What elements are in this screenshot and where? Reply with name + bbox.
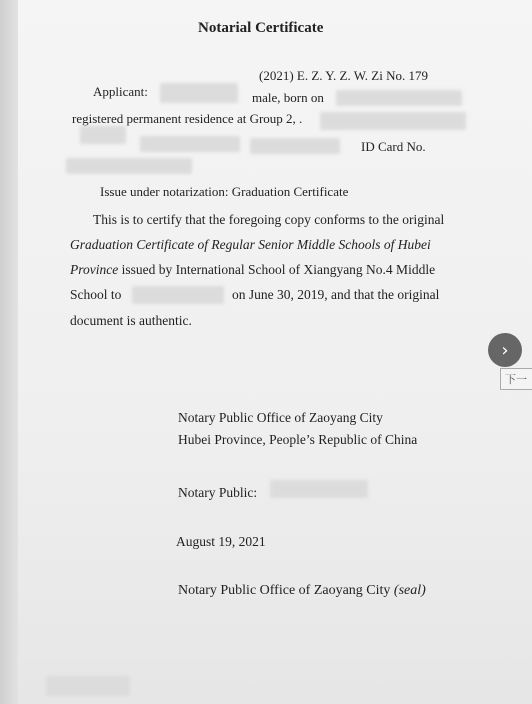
redacted-address-part2: [80, 126, 126, 144]
province-word: Province: [70, 262, 119, 277]
certification-line-2: Graduation Certificate of Regular Senior Middle Schools of Hubei: [70, 237, 431, 252]
next-page-tab[interactable]: 下一: [500, 368, 532, 390]
redacted-notary-name: [270, 480, 368, 498]
residence-text: registered permanent residence at Group 2, .: [72, 111, 303, 126]
applicant-label: Applicant:: [93, 84, 148, 99]
document-title: Notarial Certificate: [198, 20, 324, 36]
certification-line-1: This is to certify that the foregoing copy conforms to the original: [93, 212, 445, 227]
redacted-applicant-name: [160, 83, 238, 103]
id-card-label: ID Card No.: [361, 139, 426, 154]
certification-line-4-end: on June 30, 2019, and that the original: [232, 287, 440, 302]
redacted-footer: [46, 676, 130, 696]
certificate-date: August 19, 2021: [176, 534, 266, 549]
certification-line-3: [70, 262, 435, 278]
redacted-birth-date: [336, 90, 462, 106]
seal-line: [178, 583, 426, 599]
reference-number: (2021) E. Z. Y. Z. W. Zi No. 179: [259, 68, 428, 83]
office-line-1: Notary Public Office of Zaoyang City: [178, 410, 383, 425]
seal-suffix: (seal): [393, 583, 426, 598]
redacted-address-part3: [140, 136, 240, 152]
issue-line: Issue under notarization: Graduation Certificate: [100, 184, 349, 199]
redacted-address-part4: [250, 138, 340, 154]
redacted-address-part1: [320, 112, 466, 130]
page-edge-shadow: [0, 0, 18, 704]
chevron-right-icon: ›: [501, 339, 509, 361]
certification-line-5: document is authentic.: [70, 313, 192, 328]
male-born-on-text: male, born on: [252, 90, 324, 105]
certification-line-4-start: School to: [70, 287, 122, 302]
next-page-button[interactable]: [488, 333, 522, 367]
redacted-id-number: [66, 158, 192, 174]
redacted-recipient-name: [132, 286, 224, 304]
office-line-2: Hubei Province, People’s Republic of China: [178, 432, 418, 447]
notary-public-label: Notary Public:: [178, 485, 258, 500]
issued-by-text: issued by International School of Xiangyang No.4 Middle: [118, 262, 436, 277]
seal-office-text: Notary Public Office of Zaoyang City: [178, 583, 391, 598]
